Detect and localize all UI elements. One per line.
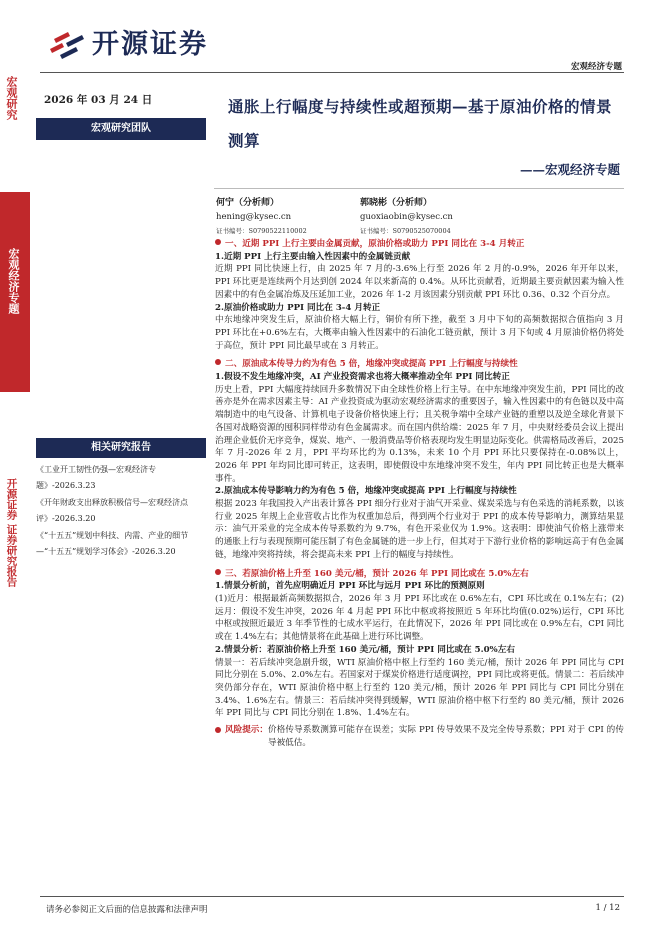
series-label: 宏观经济专题 — [570, 62, 622, 72]
related-reports-heading: 相关研究报告 — [36, 438, 206, 458]
section-heading: 三、若原油价格上升至 160 美元/桶，预计 2026 年 PPI 同比或在 5.0%左右 — [215, 568, 624, 581]
subsection-heading: 1.假设不发生地缘冲突，AI 产业投资需求也将大概率推动全年 PPI 同比转正 — [215, 372, 510, 383]
left-strip-top-text: 宏观研究 — [5, 76, 18, 120]
analyst-email[interactable]: guoxiaobin@kysec.cn — [360, 212, 453, 222]
related-report-link[interactable]: 《开年财政支出释放积极信号—宏观经济点评》-2026.3.20 — [36, 498, 188, 523]
bullet-icon — [215, 727, 221, 733]
bullet-icon — [215, 239, 221, 245]
paragraph: (1)近月：根据最新高频数据拟合，2026 年 3 月 PPI 环比或在 0.6%左右，CPI 环比或在 0.1%左右；(2)远月：假设不发生冲突，2026 年 4 月起 PPI 环比中枢或将按照近 5 年环比均值(0.02%)运行，CPI 环比中枢或按照近最近 3 年季节性的七成水平运行，在此情况下，2026 年 PPI 同比或在 0.9%左右，CPI 同比或在 1.4%左右；其他情景将在此基础上进行环比调整。 — [215, 593, 624, 643]
related-report-link[interactable]: 《工业开工韧性仍强—宏观经济专题》-2026.3.23 — [36, 465, 156, 490]
left-strip-bottom-text: 开源证券 证券研究报告 — [5, 478, 18, 587]
subsection-heading: 2.情景分析：若原油价格上升至 160 美元/桶，预计 PPI 同比或在 5.0%左右 — [215, 644, 515, 655]
analyst-cert: 证书编号：S0790525070004 — [360, 227, 451, 235]
brand-name: 开源证券 — [92, 29, 208, 60]
subsection-heading: 1.情景分析前，首先应明确近月 PPI 环比与远月 PPI 环比的预测原则 — [215, 581, 485, 592]
footer-divider — [40, 896, 624, 897]
risk-notice — [215, 724, 624, 749]
risk-text: 价格传导系数测算可能存在误差；实际 PPI 传导效果不及完全传导系数；PPI 对于 CPI 的传导被低估。 — [267, 725, 624, 748]
related-report-link[interactable]: 《“十五五”规划中科技、内需、产业的细节—“十五五”规划学习体会》-2026.3.20 — [36, 531, 189, 556]
analyst-name: 郭晓彬（分析师） — [360, 198, 433, 208]
report-date: 2026 年 03 月 24 日 — [44, 94, 153, 106]
paragraph: 近期 PPI 同比快速上行，由 2025 年 7 月的-3.6%上行至 2026 年 2 月的-0.9%，2026 年开年以来，PPI 环比更是连续两个月达到创 2024 年以来新高的 0.4%。从环比贡献看，近期最主要贡献因素为输入性因素中的有色金属冶炼及压延加工业，2026 年 1-2 月该因素分别贡献 PPI 环比 0.36、0.32 个百分点。 — [215, 264, 624, 300]
analyst-name: 何宁（分析师） — [216, 198, 280, 208]
section-heading: 一、近期 PPI 上行主要由金属贡献，原油价格或助力 PPI 同比在 3-4 月转正 — [215, 238, 624, 251]
left-strip-red-text: 宏观经济专题 — [7, 248, 20, 314]
analyst-cert: 证书编号：S0790522110002 — [216, 227, 307, 235]
analyst-card — [216, 196, 307, 238]
analyst-email[interactable]: hening@kysec.cn — [216, 212, 292, 222]
risk-label: 风险提示： — [225, 725, 268, 736]
report-title: 通胀上行幅度与持续性或超预期—基于原油价格的情景测算 — [228, 97, 613, 150]
analyst-divider — [214, 188, 624, 189]
paragraph: 历史上看，PPI 大幅度持续回升多数情况下由全球性价格上行主导。在中东地缘冲突发生前，PPI 同比的改善亦是外在需求因素主导：AI 产业投资成为驱动宏观经济需求的重要因子，输入性因素中的有色链以及中高端制造中的电气设备、计算机电子设备价格快速上行；且关税争端中全球产业链的重塑以及逆全球化背景下各国对战略资源的囤积同样带动有色金属需求。而在国内供给端：2025 年 7 月，中央财经委员会议上提出治理企业低价无序竞争，煤炭、地产、一般消费品等价格表现均发生明显边际变化。供需格局改善后，2025 年 7 月-2026 年 2 月，PPI 平均环比约为 0.13%，未来 10 个月 PPI 环比只要保持在-0.08%以上，2026 年 PPI 年均同比即可转正，这表明，即使假设中东地缘冲突不发生，年内 PPI 同比转正也是大概率事件。 — [215, 384, 624, 484]
brand-mark-icon — [46, 25, 86, 59]
related-reports-list — [36, 462, 206, 561]
subsection-heading: 1.近期 PPI 上行主要由输入性因素中的金属链贡献 — [215, 251, 411, 262]
paragraph: 根据 2023 年我国投入产出表计算各 PPI 细分行业对于油气开采业、煤炭采选与有色采选的消耗系数，以该行业 2025 年规上企业营收占比作为权重加总后，得到两个行业对于 PPI 的成本传导影响力，测算结果显示：油气开采业的完全成本传导系数约为 9.7%，有色开采业仅为 1.9%。这表明：即使油气价格上涨带来的通胀上行与表现预期可能压制了有色金属链的进一步上行，但其对于下游行业价格的影响远高于有色金属链，地缘冲突将持续，将会提高未来 PPI 上行的幅度与持续性。 — [215, 499, 624, 560]
paragraph: 中东地缘冲突发生后，原油价格大幅上行，铜价有所下挫，截至 3 月中下旬的高频数据拟合值指向 3 月 PPI 环比在+0.6%左右，大概率由输入性因素中的石油化工链贡献，预计 3 月下旬或 4 月原油价格仍将处于高位，预计 PPI 同比最早或在 3 月转正。 — [215, 315, 624, 351]
footer-disclaimer: 请务必参阅正文后面的信息披露和法律声明 — [46, 905, 208, 915]
report-subtitle: ——宏观经济专题 — [519, 162, 620, 177]
header-divider — [40, 72, 624, 73]
section-heading: 二、原油成本传导力约为有色 5 倍，地缘冲突或提高 PPI 上行幅度与持续性 — [215, 358, 624, 371]
bullet-icon — [215, 569, 221, 575]
team-badge: 宏观研究团队 — [36, 118, 206, 140]
report-body — [215, 238, 624, 749]
subsection-heading: 2.原油成本传导影响力约为有色 5 倍，地缘冲突或提高 PPI 上行幅度与持续性 — [215, 486, 517, 497]
paragraph: 情景一：若后续冲突急剧升级，WTI 原油价格中枢上行至约 160 美元/桶，预计 2026 年 PPI 同比与 CPI 同比分别在 5.0%、2.0%左右。若国家对于煤炭价格进行适度调控，PPI 同比或将更低。情景二：若后续冲突仍部分存在，WTI 原油价格中枢上行至约 120 美元/桶，预计 2026 年 PPI 同比与 CPI 同比分别在 3.4%、1.6%左右。情景三：若后续冲突得到缓解，WTI 原油价格中枢下行至约 80 美元/桶，预计 2026 年 PPI 同比与 CPI 同比分别在 1.8%、1.4%左右。 — [215, 657, 624, 719]
brand-logo — [46, 22, 208, 61]
subsection-heading: 2.原油价格或助力 PPI 同比在 3-4 月转正 — [215, 302, 381, 313]
bullet-icon — [215, 359, 221, 365]
analyst-card — [360, 196, 453, 238]
page-number: 1 / 12 — [595, 903, 620, 913]
